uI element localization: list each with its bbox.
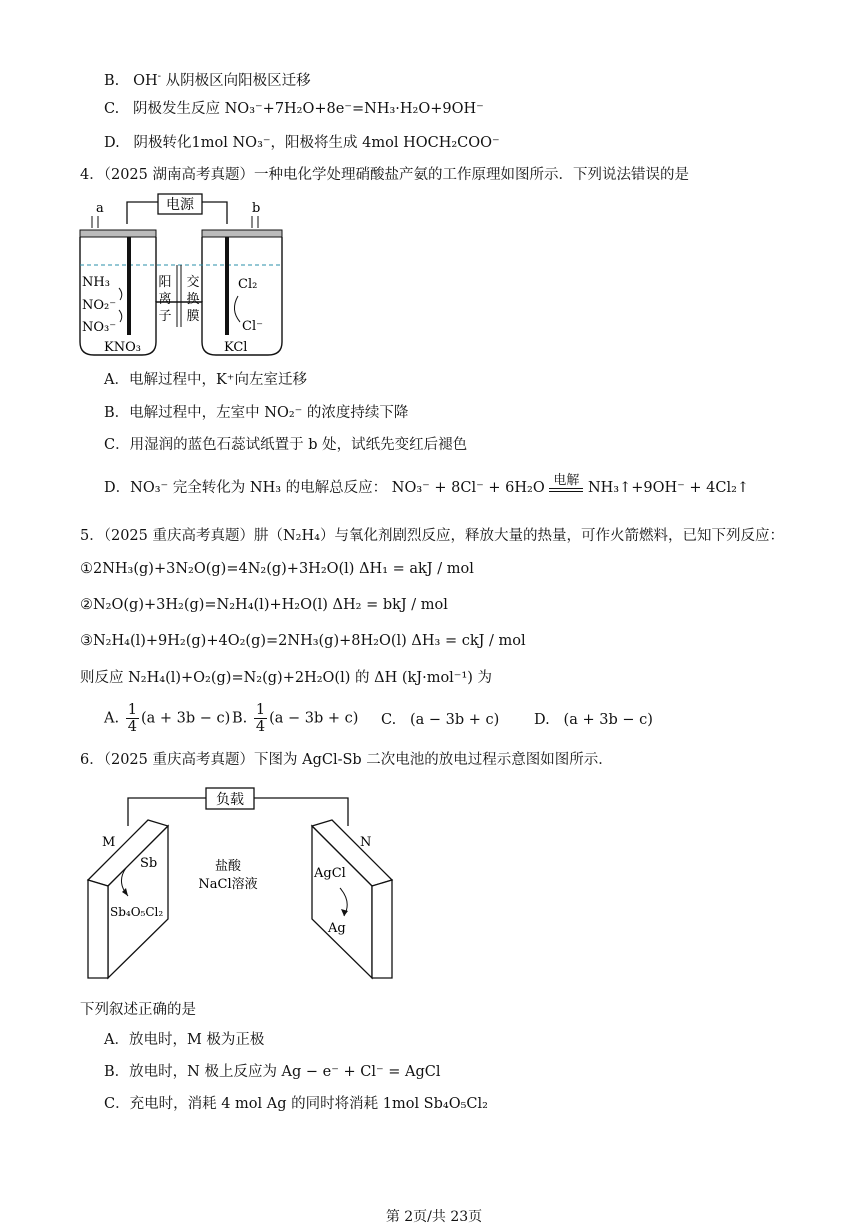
- q6-option-b: B．放电时，N 极上反应为 Ag − e⁻ + Cl⁻ = AgCl: [104, 1064, 441, 1080]
- q6-battery-diagram: [82, 784, 412, 984]
- q5-question: 则反应 N₂H₄(l)+O₂(g)=N₂(g)+2H₂O(l) 的 ΔH (kJ·mol⁻¹) 为: [80, 670, 493, 686]
- right-bottom-species: Ag: [328, 921, 346, 936]
- q3-option-c: C. 阴极发生反应 NO₃⁻+7H₂O+8e⁻=NH₃·H₂O+9OH⁻: [104, 101, 484, 117]
- page-footer: 第 2页/共 23页: [385, 1209, 483, 1225]
- species-no2: NO₂⁻: [82, 298, 117, 313]
- load-label: 负载: [216, 792, 244, 808]
- q5-reaction-2: ②N₂O(g)+3H₂(g)=N₂H₄(l)+H₂O(l) ΔH₂ = bkJ / mol: [80, 597, 448, 613]
- q4-electrolysis-diagram: [72, 192, 382, 362]
- membrane-char-3: 子: [158, 309, 172, 324]
- membrane-char-2: 离: [158, 292, 172, 307]
- q4-option-d: D．NO₃⁻ 完全转化为 NH₃ 的电解总反应： NO₃⁻ + 8Cl⁻ + 6H₂O 电解 NH₃↑+9OH⁻ + 4Cl₂↑: [104, 473, 750, 496]
- q4-stem: 4．（2025 湖南高考真题）一种电化学处理硝酸盐产氨的工作原理如图所示．下列说法错误的是: [80, 167, 689, 183]
- q3-option-b: B. OH- 从阴极区向阳极区迁移: [104, 71, 311, 89]
- electrolyte-hcl: 盐酸: [214, 859, 242, 874]
- species-nh3: NH₃: [82, 275, 110, 290]
- point-a-label: a: [96, 201, 104, 216]
- q6-stem: 6．（2025 重庆高考真题）下图为 AgCl-Sb 二次电池的放电过程示意图如图所示．: [80, 752, 613, 768]
- q5-reaction-3: ③N₂H₄(l)+9H₂(g)+4O₂(g)=2NH₃(g)+8H₂O(l) ΔH₃ = ckJ / mol: [80, 633, 526, 649]
- point-b-label: b: [252, 201, 261, 216]
- q4-option-a: A．电解过程中，K⁺向左室迁移: [104, 372, 307, 388]
- q4-option-b: B．电解过程中，左室中 NO₂⁻ 的浓度持续下降: [104, 405, 409, 421]
- membrane-char-1: 阳: [158, 275, 172, 290]
- right-solution-label: KCl: [224, 340, 248, 355]
- membrane-char-4: 交: [186, 275, 200, 290]
- membrane-char-6: 膜: [186, 309, 200, 324]
- left-solution-label: KNO₃: [104, 340, 141, 355]
- q5-option-c: C. (a − 3b + c): [381, 712, 500, 728]
- q5-option-b: B. $\frac{1}{4}$ (a − 3b + c): [232, 702, 359, 735]
- q6-option-a: A．放电时，M 极为正极: [104, 1032, 265, 1048]
- membrane-char-5: 换: [186, 292, 200, 307]
- q3-option-d: D. 阴极转化1mol NO₃⁻，阳极将生成 4mol HOCH₂COO⁻: [104, 135, 500, 151]
- q5-option-d: D. (a + 3b − c): [534, 712, 653, 728]
- q5-reaction-1: ①2NH₃(g)+3N₂O(g)=4N₂(g)+3H₂O(l) ΔH₁ = akJ / mol: [80, 561, 474, 577]
- power-source-label: 电源: [166, 197, 194, 213]
- left-bottom-species: Sb₄O₅Cl₂: [110, 905, 164, 919]
- species-cl2: Cl₂: [238, 277, 258, 292]
- q6-question: 下列叙述正确的是: [80, 1002, 196, 1018]
- species-cl-ion: Cl⁻: [242, 319, 263, 334]
- q4-option-c: C．用湿润的蓝色石蕊试纸置于 b 处，试纸先变红后褪色: [104, 437, 468, 453]
- left-top-species: Sb: [140, 856, 158, 871]
- electrode-n-label: N: [360, 835, 372, 850]
- electrolyte-nacl: NaCl溶液: [198, 877, 258, 892]
- species-no3: NO₃⁻: [82, 320, 117, 335]
- q5-option-a: A. $\frac{1}{4}$ (a + 3b − c): [104, 702, 231, 735]
- right-top-species: AgCl: [314, 866, 346, 881]
- electrode-m-label: M: [102, 835, 116, 850]
- q6-option-c: C．充电时，消耗 4 mol Ag 的同时将消耗 1mol Sb₄O₅Cl₂: [104, 1096, 488, 1112]
- q5-stem: 5．（2025 重庆高考真题）肼（N₂H₄）与氧化剂剧烈反应，释放大量的热量，可作火箭燃料，已知下列反应：: [80, 528, 784, 544]
